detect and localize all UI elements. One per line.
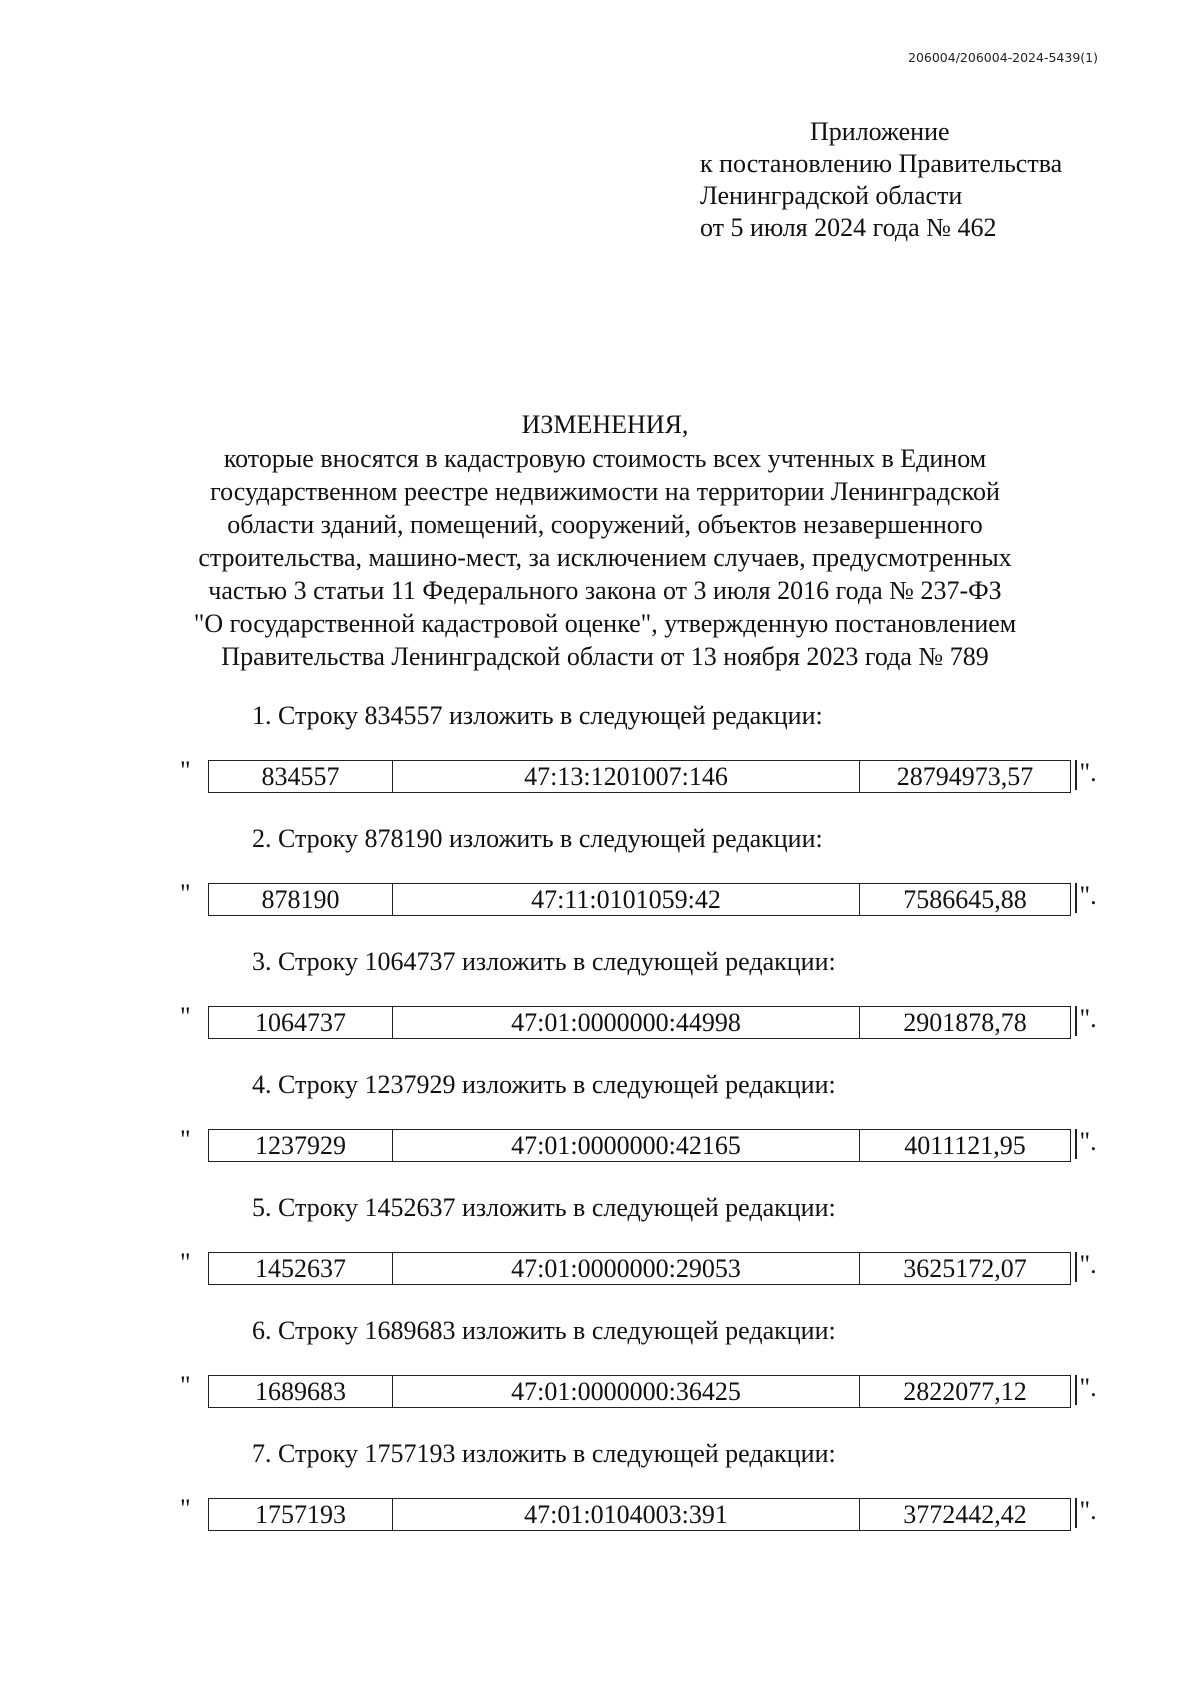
table-row bbox=[208, 760, 1071, 793]
table-row bbox=[208, 1252, 1071, 1285]
cadastral-number-cell: 47:01:0000000:29053 bbox=[393, 1253, 860, 1284]
amendment-item bbox=[0, 1315, 1200, 1438]
amendment-row bbox=[180, 1371, 1100, 1409]
heading-line: которые вносятся в кадастровую стоимость всех учтенных в Едином bbox=[223, 444, 987, 473]
amendment-instruction: 6. Строку 1689683 изложить в следующей редакции: bbox=[252, 1316, 836, 1345]
opening-quote: " bbox=[180, 1125, 191, 1154]
closing-quote: ". bbox=[1075, 881, 1097, 913]
appendix-date: от 5 июля 2024 года № 462 bbox=[700, 213, 997, 242]
heading-line: строительства, машино-мест, за исключением случаев, предусмотренных bbox=[198, 543, 1012, 572]
amendment-item bbox=[0, 1192, 1200, 1315]
cadastral-number-cell: 47:13:1201007:146 bbox=[393, 761, 860, 792]
opening-quote: " bbox=[180, 879, 191, 908]
row-number-cell: 1064737 bbox=[209, 1007, 393, 1038]
amendment-list bbox=[0, 700, 1200, 1561]
document-heading bbox=[150, 408, 1060, 673]
cadastral-number-cell: 47:01:0000000:36425 bbox=[393, 1376, 860, 1407]
amendment-item bbox=[0, 946, 1200, 1069]
heading-line: частью 3 статьи 11 Федерального закона от 3 июля 2016 года № 237-ФЗ bbox=[208, 576, 1002, 605]
table-row bbox=[208, 883, 1071, 916]
amendment-item bbox=[0, 823, 1200, 946]
appendix-title: Приложение bbox=[810, 117, 950, 146]
cadastral-value-cell: 2901878,78 bbox=[903, 1008, 1027, 1037]
row-number-cell: 1757193 bbox=[209, 1499, 393, 1530]
amendment-instruction: 2. Строку 878190 изложить в следующей редакции: bbox=[252, 824, 823, 853]
document-id: 206004/206004-2024-5439(1) bbox=[908, 50, 1098, 65]
cadastral-number-cell: 47:11:0101059:42 bbox=[393, 884, 860, 915]
cadastral-number-cell: 47:01:0000000:44998 bbox=[393, 1007, 860, 1038]
closing-quote: ". bbox=[1075, 1004, 1097, 1036]
amendment-instruction: 4. Строку 1237929 изложить в следующей редакции: bbox=[252, 1070, 836, 1099]
amendment-instruction: 3. Строку 1064737 изложить в следующей редакции: bbox=[252, 947, 836, 976]
cadastral-value-cell: 3772442,42 bbox=[903, 1500, 1027, 1529]
table-row bbox=[208, 1129, 1071, 1162]
cadastral-number-cell: 47:01:0104003:391 bbox=[393, 1499, 860, 1530]
row-number-cell: 1237929 bbox=[209, 1130, 393, 1161]
row-number-cell: 1452637 bbox=[209, 1253, 393, 1284]
opening-quote: " bbox=[180, 1494, 191, 1523]
amendment-instruction: 5. Строку 1452637 изложить в следующей редакции: bbox=[252, 1193, 836, 1222]
table-row bbox=[208, 1498, 1071, 1531]
appendix-line-3: Ленинградской области bbox=[700, 181, 963, 210]
appendix-line-2: к постановлению Правительства bbox=[700, 149, 1063, 178]
cadastral-value-cell: 4011121,95 bbox=[904, 1131, 1026, 1160]
amendment-item bbox=[0, 1438, 1200, 1561]
row-number-cell: 878190 bbox=[209, 884, 393, 915]
amendment-item bbox=[0, 1069, 1200, 1192]
heading-line: области зданий, помещений, сооружений, объектов незавершенного bbox=[227, 510, 983, 539]
amendment-item bbox=[0, 700, 1200, 823]
heading-line: "О государственной кадастровой оценке", утвержденную постановлением bbox=[193, 609, 1017, 638]
closing-quote: ". bbox=[1075, 1250, 1097, 1282]
cadastral-number-cell: 47:01:0000000:42165 bbox=[393, 1130, 860, 1161]
closing-quote: ". bbox=[1075, 758, 1097, 790]
row-number-cell: 834557 bbox=[209, 761, 393, 792]
cadastral-value-cell: 7586645,88 bbox=[903, 885, 1027, 914]
closing-quote: ". bbox=[1075, 1496, 1097, 1528]
heading-title: ИЗМЕНЕНИЯ, bbox=[521, 410, 689, 439]
opening-quote: " bbox=[180, 756, 191, 785]
opening-quote: " bbox=[180, 1002, 191, 1031]
amendment-instruction: 7. Строку 1757193 изложить в следующей редакции: bbox=[252, 1439, 836, 1468]
cadastral-value-cell: 28794973,57 bbox=[896, 762, 1034, 791]
amendment-row bbox=[180, 756, 1100, 794]
opening-quote: " bbox=[180, 1248, 191, 1277]
cadastral-value-cell: 2822077,12 bbox=[903, 1377, 1027, 1406]
closing-quote: ". bbox=[1075, 1373, 1097, 1405]
amendment-row bbox=[180, 1248, 1100, 1286]
cadastral-value-cell: 3625172,07 bbox=[903, 1254, 1027, 1283]
amendment-row bbox=[180, 1494, 1100, 1532]
amendment-row bbox=[180, 1125, 1100, 1163]
opening-quote: " bbox=[180, 1371, 191, 1400]
appendix-block bbox=[700, 116, 1062, 244]
closing-quote: ". bbox=[1075, 1127, 1097, 1159]
table-row bbox=[208, 1375, 1071, 1408]
heading-line: Правительства Ленинградской области от 13 ноября 2023 года № 789 bbox=[221, 642, 989, 671]
row-number-cell: 1689683 bbox=[209, 1376, 393, 1407]
amendment-row bbox=[180, 1002, 1100, 1040]
amendment-row bbox=[180, 879, 1100, 917]
amendment-instruction: 1. Строку 834557 изложить в следующей редакции: bbox=[252, 701, 823, 730]
table-row bbox=[208, 1006, 1071, 1039]
heading-line: государственном реестре недвижимости на территории Ленинградской bbox=[210, 477, 1000, 506]
